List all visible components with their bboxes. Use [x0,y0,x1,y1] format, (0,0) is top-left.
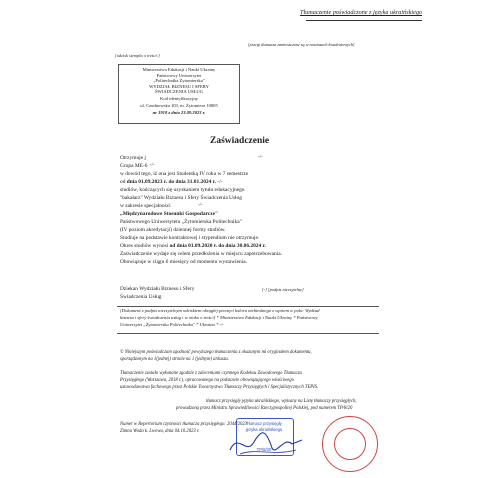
body-line [120,179,222,185]
body-line: "bakałarz" Wydziału Biznesu i Sfery Świadczenia Usług [120,195,242,201]
translation-note: Tłumaczenie poświadczone z języka ukraińskiego [300,9,423,16]
register-line: Numer w Repertorium czynności tłumacza przysięgłego: 2044/2023 [120,422,248,427]
body-text: Okres studiów wynosi [120,243,170,249]
handwritten-signature [226,426,306,462]
body-line: studiów, kończących się uzyskaniem tytułu edukacyjnego [120,187,245,193]
register-line: Zimna Woda k. Lwowa, dnia 04.10.2023 r. [120,429,200,434]
certification-line: ustawodawstwa fachowego przez Polskie Towarzystwo Tłumaczy Przysięgłych i Specjalistycznych TEPIS. [120,385,319,390]
dash-mark: -/- [215,179,223,185]
certification-line: Tłumaczenie zostało wykonane zgodnie z zaleceniami czynnego Kodeksu Zawodowego Tłumacza [120,371,302,376]
dash-mark: -/- [150,163,155,168]
stamp-note: [odcisk stempla o treści:] [115,53,160,58]
translator-stamp-line: TP/8/20 [256,447,272,452]
header-rule [306,20,422,21]
stamp-line: Ministerstwo Edukacji i Nauki Ukrainy [142,67,216,72]
body-line: Grupa ME-6 [120,163,148,169]
footnote-line: Uniwersytet „Żytomierska Politechnika" * Ukraina * -/- [120,322,224,327]
certification-line: prowadzoną przez Ministra Sprawiedliwości Rzeczypospolitej Polskiej, pod numerem TP/8/20 [176,406,353,411]
stamp-line: „Politechnika Żytomierska" [153,78,205,83]
translator-brackets-note: [przegi tłumacza zamieszczone są w nawiasach kwadratowych] [248,42,355,47]
university-stamp [118,64,240,124]
total-study-period: od dnia 01.09.2020 r. do dnia 30.06.2024 r. [169,243,266,249]
body-line: w zakresie specjalności [120,203,171,209]
body-line: Studiuje na podstawie kontraktowej i stypendium nie otrzymuje. [120,235,260,241]
translator-seal-inner [334,428,366,460]
dash-mark: -/- [198,203,203,208]
dean-title: Dziekan Wydziału Biznesu i Sfery [120,286,195,292]
document-title: Zaświadczenie [210,136,270,146]
stamp-line: ŚWIADCZENIA USŁUG [154,89,204,94]
certification-line: sporządzonym na 1(jednej) stronie na 1 (jednym) arkuszu. [120,357,229,362]
body-line: Państwowego Uniwersytetu „Żytomierska Politechnika" [120,219,242,225]
stamp-line: WYDZIAŁ BIZNESU I SFERY [149,83,209,89]
body-line: w dowód tego, iż ona jest Studentką IV roku w 7 semestrze [120,171,249,177]
certification-line: © Niniejszym poświadczam zgodność powyższego tłumaczenia z okazanym mi oryginałem dokumentu, [120,350,312,355]
body-line: Otrzymuje j [120,155,146,161]
body-line: (IV poziom akredytacji) dziennej formy studiów. [120,227,226,233]
certification-line: Przysięgłego (Warszawa, 2018 r.), opracowanego na podstawie obowiązującego właściwego [120,378,294,383]
body-text: od [120,179,127,185]
illegible-signature-note: [-] [podpis nieczytelny] [262,287,304,292]
translator-stamp-line: języka ukraińskiego [245,427,283,432]
specialty-name: „Międzynarodowe Stosunki Gospodarcze" [120,211,219,217]
translator-stamp-line: Tłumacz przysięgły [246,421,282,426]
stamp-line: Kod identyfikacyjny [160,96,198,101]
stamp-line: Państwowy Uniwersytet [156,72,202,78]
footnote-line: biznesu i sfery świadczenia usług i w otoku o treści] * Ministerstwo Edukacji i Nauki Ukrainy * Państwowy [120,315,318,320]
body-line [120,243,266,249]
stamp-line: nr 1918 z dnia 23.09.2023 r. [152,110,206,115]
dean-title: Świadczenia Usług [120,294,162,300]
body-line: Zaświadczenie wydaje się celem przedłożenia w miejscu zapotrzebowania. [120,251,282,257]
certification-line: tłumacz przysięgły języka ukraińskiego, wpisany na Listę tłumaczy przysięgłych, [206,399,357,404]
stamp-line: ul. Czudnowska 103, m. Żytomierz 10005 [140,103,218,108]
footnote-line: [Dokument z podpis nieczytelnym odciskiem okrągłej pieczęci koloru niebieskiego z wpisem w polu: Wydział [120,308,320,313]
body-line: Obowiązuje w ciągu 6 miesięcy od momentu wystawienia. [120,259,247,265]
study-period: dnia 01.09.2023 r. do dnia 31.01.2024 r. [126,179,216,185]
dash-mark: -/- [258,155,263,160]
